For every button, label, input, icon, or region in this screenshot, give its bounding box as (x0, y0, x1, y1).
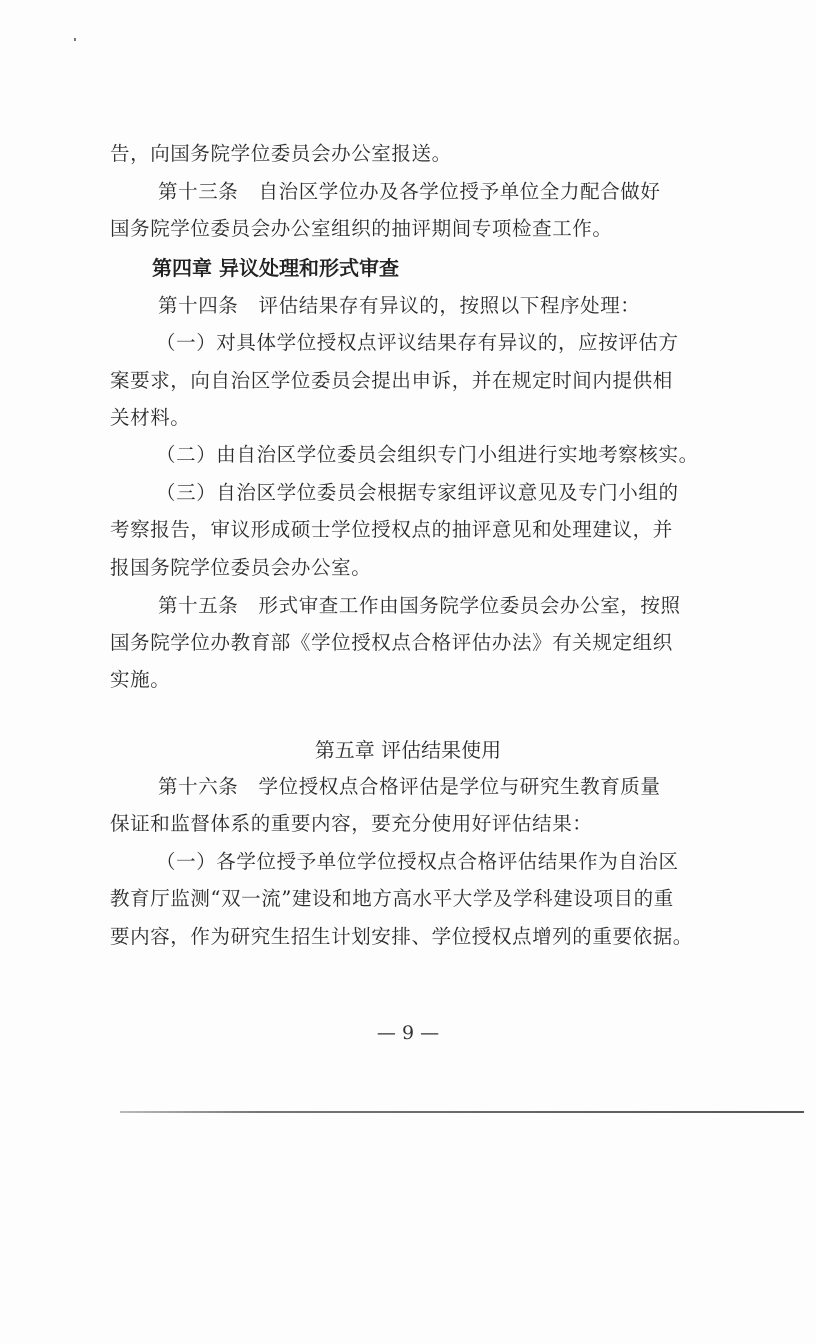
text-line: 要内容，作为研究生招生计划安排、学位授权点增列的重要依据。 (110, 925, 693, 948)
chapter-heading: 第五章 评估结果使用 (314, 738, 502, 762)
chapter-heading: 第四章 异议处理和形式审查 (152, 256, 399, 280)
text-line: 报国务院学位委员会办公室。 (110, 556, 372, 579)
text-line: 第十三条 自治区学位办及各学位授予单位全力配合做好 (158, 180, 661, 203)
text-line: 教育厅监测“双一流”建设和地方高水平大学及学科建设项目的重 (110, 887, 674, 910)
text-line: 第十五条 形式审查工作由国务院学位委员会办公室，按照 (158, 594, 681, 617)
text-line: （一）对具体学位授权点评议结果存有异议的，应按评估方 (156, 331, 679, 354)
bottom-rule (120, 1111, 804, 1113)
text-line: （三）自治区学位委员会根据专家组评议意见及专门小组的 (156, 481, 679, 504)
text-line: （二）由自治区学位委员会组织专门小组进行实地考察核实。 (156, 443, 699, 466)
text-line: 告，向国务院学位委员会办公室报送。 (110, 142, 452, 165)
text-line: 实施。 (110, 668, 171, 691)
scan-speck (74, 38, 76, 41)
text-line: 案要求，向自治区学位委员会提出申诉，并在规定时间内提供相 (110, 369, 673, 392)
text-line: 国务院学位委员会办公室组织的抽评期间专项检查工作。 (110, 217, 613, 240)
text-line: 国务院学位办教育部《学位授权点合格评估办法》有关规定组织 (110, 631, 673, 654)
text-line: 第十四条 评估结果存有异议的，按照以下程序处理： (158, 294, 641, 317)
text-line: 关材料。 (110, 406, 191, 429)
text-line: （一）各学位授予单位学位授权点合格评估结果作为自治区 (156, 850, 679, 873)
text-line: 第十六条 学位授权点合格评估是学位与研究生教育质量 (158, 775, 661, 798)
page-number: — 9 — (376, 1022, 440, 1044)
text-line: 保证和监督体系的重要内容，要充分使用好评估结果： (110, 812, 593, 835)
text-line: 考察报告，审议形成硕士学位授权点的抽评意见和处理建议，并 (110, 518, 673, 541)
